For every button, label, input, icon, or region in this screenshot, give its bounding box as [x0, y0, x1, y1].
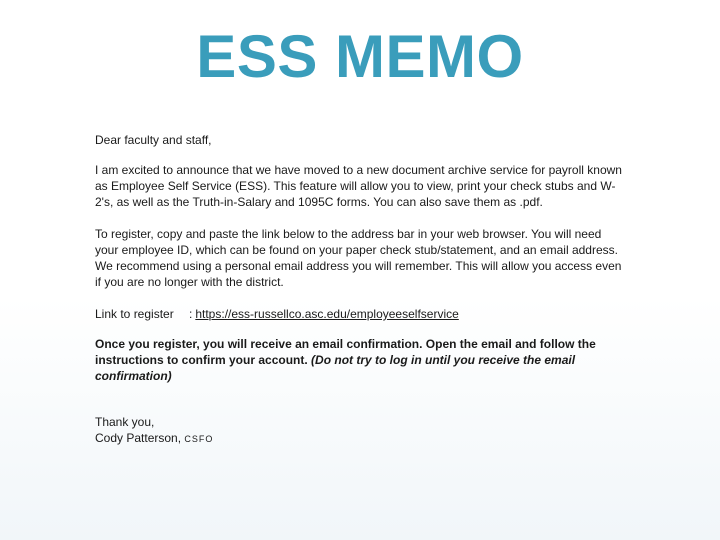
signature-title: CSFO — [184, 434, 214, 444]
registration-instructions-paragraph: To register, copy and paste the link below to the address bar in your web browser. You will need your employee ID, which can be found on your paper check stub/statement, and an email address. We recommend using a personal email address you will remember. This will allow you access even if you are no longer with the district. — [95, 227, 622, 289]
closing: Thank you, — [95, 415, 155, 429]
memo-body — [95, 132, 627, 447]
login-warning-note: (Do not try to log in until you receive the email confirmation) — [95, 353, 576, 383]
register-link-line — [95, 306, 627, 322]
memo-title: ESS MEMO — [196, 23, 524, 90]
confirmation-paragraph — [95, 336, 627, 384]
signature — [95, 430, 627, 447]
register-link-separator: : — [189, 307, 193, 321]
confirmation-text: Once you register, you will receive an email confirmation. Open the email and follow the instructions to confirm your account. — [95, 337, 596, 367]
signature-name: Cody Patterson, — [95, 431, 182, 445]
salutation: Dear faculty and staff, — [95, 133, 212, 147]
register-link-label: Link to register — [95, 307, 174, 321]
announcement-paragraph: I am excited to announce that we have moved to a new document archive service for payroll known as Employee Self Service (ESS). This feature will allow you to view, print your check stubs and W-2's, as well as the Truth-in-Salary and 1095C forms. You can also save them as .pdf. — [95, 163, 622, 209]
register-link[interactable]: https://ess-russellco.asc.edu/employeeselfservice — [195, 307, 459, 321]
